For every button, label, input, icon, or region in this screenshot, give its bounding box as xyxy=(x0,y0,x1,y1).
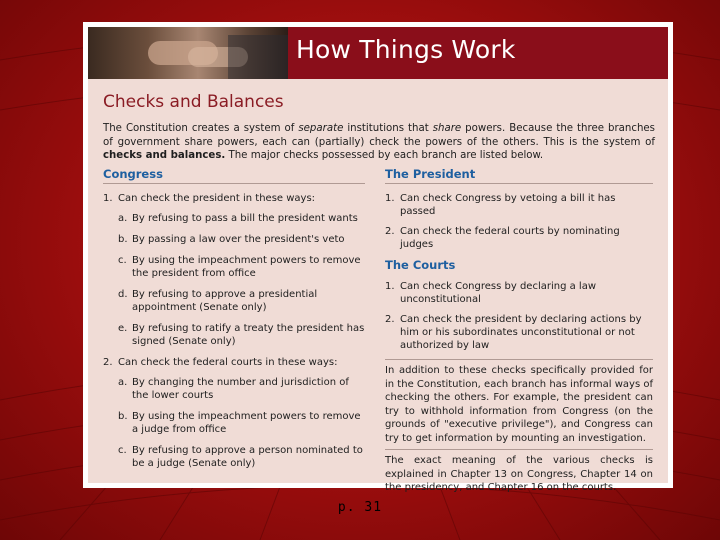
how-things-work-panel xyxy=(88,27,668,493)
list-item: 1. Can check Congress by vetoing a bill it has passed xyxy=(385,193,616,217)
president-courts-column xyxy=(385,167,653,495)
courts-heading: The Courts xyxy=(385,258,456,272)
president-heading: The President xyxy=(385,167,653,184)
list-sub-item: d. By refusing to approve a presidential appointment (Senate only) xyxy=(118,289,318,313)
list-sub-item: b. By using the impeachment powers to remove a judge from office xyxy=(118,411,361,435)
list-sub-item: e. By refusing to ratify a treaty the president has signed (Senate only) xyxy=(118,323,365,347)
list-sub-item: c. By using the impeachment powers to remove the president from office xyxy=(118,255,361,279)
list-sub-item: b. By passing a law over the president's veto xyxy=(118,234,345,245)
textbook-page-frame xyxy=(83,22,673,493)
list-sub-item: c. By refusing to approve a person nominated to be a judge (Senate only) xyxy=(118,445,363,469)
handshake-sleeve xyxy=(228,35,288,79)
list-item: 1. Can check Congress by declaring a law unconstitutional xyxy=(385,281,597,305)
section-title: Checks and Balances xyxy=(103,92,284,112)
congress-heading: Congress xyxy=(103,167,365,184)
handshake-photo xyxy=(88,27,288,79)
informal-checks-paragraph: In addition to these checks specifically provided for in the Constitution, each branch has informal ways of checking the others. For example, the president can try to withhold information from Congress (on the grounds of "executive privilege"), and Congress can try to get information by mounting an investigation. xyxy=(385,359,653,445)
page-number: p. 31 xyxy=(337,500,383,515)
banner-title: How Things Work xyxy=(296,35,516,64)
banner xyxy=(88,27,668,79)
congress-column xyxy=(103,167,365,478)
list-item: 2. Can check the federal courts by nominating judges xyxy=(385,226,620,250)
list-item: 2. Can check the federal courts in these ways: xyxy=(103,357,338,368)
intro-paragraph: The Constitution creates a system of separate institutions that share powers. Because the three branches of government share powers, each can (partially) check the powers of the others. This is the system of checks and balances. The major checks possessed by each branch are listed below. xyxy=(103,123,655,161)
list-sub-item: a. By refusing to pass a bill the president wants xyxy=(118,213,358,224)
list-item: 1. Can check the president in these ways: xyxy=(103,193,316,204)
list-sub-item: a. By changing the number and jurisdiction of the lower courts xyxy=(118,377,349,401)
list-item: 2. Can check the president by declaring actions by him or his subordinates unconstitutional or not authorized by law xyxy=(385,314,642,351)
chapter-reference-paragraph: The exact meaning of the various checks is explained in Chapter 13 on Congress, Chapter 14 on the presidency, and Chapter 16 on the courts. xyxy=(385,449,653,495)
